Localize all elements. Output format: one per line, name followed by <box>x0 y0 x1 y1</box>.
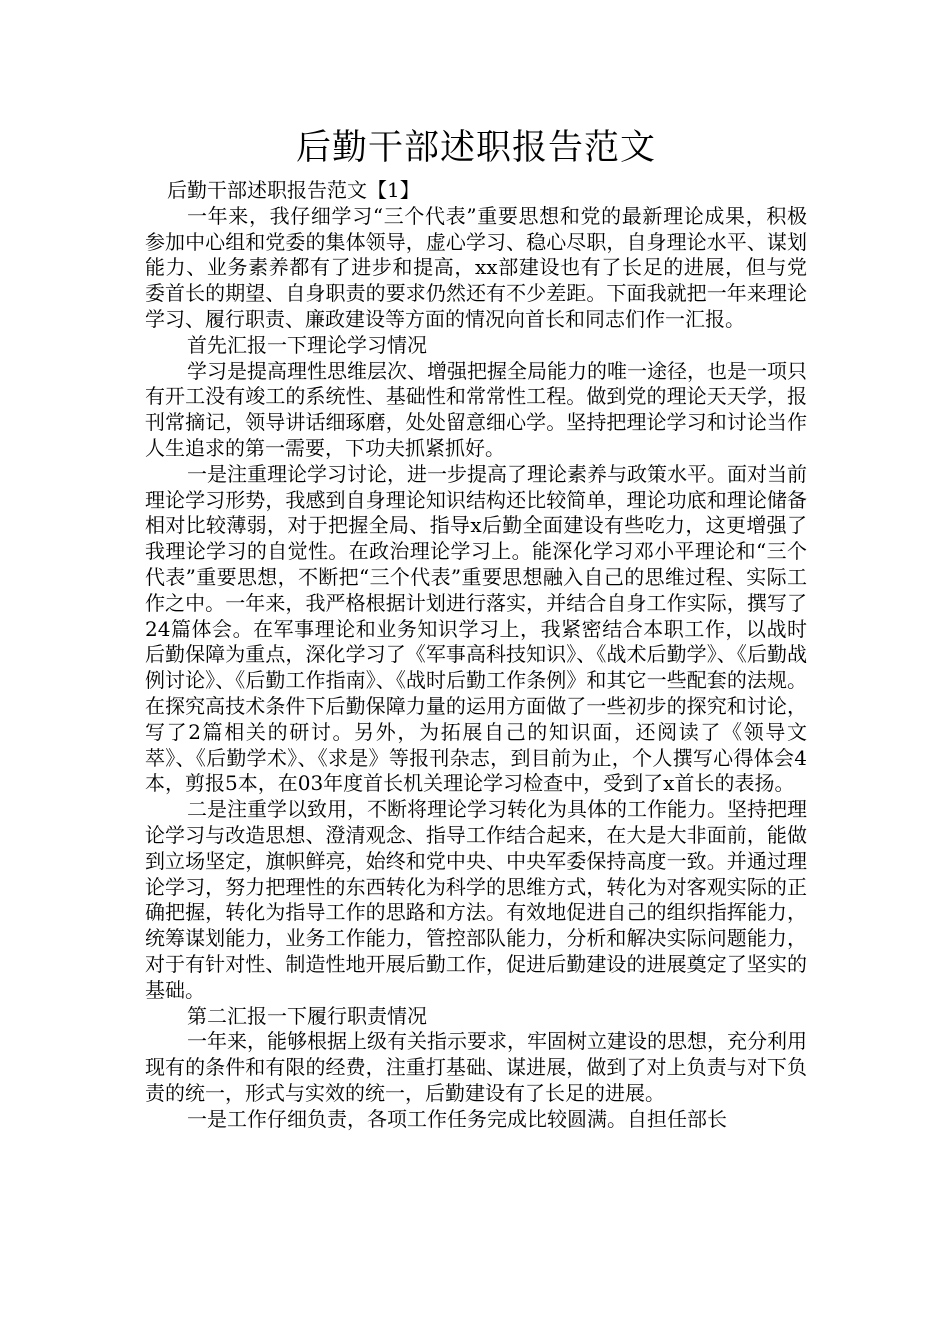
paragraph-duties-point-one: 一是工作仔细负责，各项工作任务完成比较圆满。自担任部长 <box>187 1106 727 1131</box>
document-title: 后勤干部述职报告范文 <box>295 128 656 168</box>
paragraph-intro: 一年来，我仔细学习“三个代表”重要思想和党的最新理论成果，积极参加中心组和党委的集体领导，虚心学习、稳心尽职，自身理论水平、谋划能力、业务素养都有了进步和提高，xx部建设也有了长足的进展，但与党委首长的期望、自身职责的要求仍然还有不少差距。下面我就把一年来理论学习、履行职责、廉政建设等方面的情况向首长和同志们作一汇报。 <box>145 203 807 331</box>
section-heading-duties: 第二汇报一下履行职责情况 <box>187 1003 427 1028</box>
paragraph-point-two: 二是注重学以致用，不断将理论学习转化为具体的工作能力。坚持把理论学习与改造思想、澄清观念、指导工作结合起来，在大是大非面前，能做到立场坚定，旗帜鲜亮，始终和党中央、中央军委保持高度一致。并通过理论学习，努力把理性的东西转化为科学的思维方式，转化为对客观实际的正确把握，转化为指导工作的思路和方法。有效地促进自己的组织指挥能力，统筹谋划能力，业务工作能力，管控部队能力，分析和解决实际问题能力，对于有针对性、制造性地开展后勤工作，促进后勤建设的进展奠定了坚实的基础。 <box>145 797 807 1002</box>
document-page <box>145 118 807 1132</box>
paragraph-study-importance: 学习是提高理性思维层次、增强把握全局能力的唯一途径，也是一项只有开工没有竣工的系统性、基础性和常常性工程。做到党的理论天天学，报刊常摘记，领导讲话细琢磨，处处留意细心学。坚持把理论学习和讨论当作人生追求的第一需要，下功夫抓紧抓好。 <box>145 358 807 460</box>
document-subtitle: 后勤干部述职报告范文【1】 <box>167 178 420 202</box>
section-heading-theory-study: 首先汇报一下理论学习情况 <box>187 332 427 357</box>
paragraph-point-one: 一是注重理论学习讨论，进一步提高了理论素养与政策水平。面对当前理论学习形势，我感到自身理论知识结构还比较简单，理论功底和理论储备相对比较薄弱，对于把握全局、指导x后勤全面建设有些吃力，这更增强了我理论学习的自觉性。在政治理论学习上。能深化学习邓小平理论和“三个代表”重要思想，不断把“三个代表”重要思想融入自己的思维过程、实际工作之中。一年来，我严格根据计划进行落实，并结合自身工作实际，撰写了24篇体会。在军事理论和业务知识学习上，我紧密结合本职工作，以战时后勤保障为重点，深化学习了《军事高科技知识》、《战术后勤学》、《后勤战例讨论》、《后勤工作指南》、《战时后勤工作条例》和其它一些配套的法规。在探究高技术条件下后勤保障力量的运用方面做了一些初步的探究和讨论，写了2篇相关的研讨。另外，为拓展自己的知识面，还阅读了《领导文萃》、《后勤学术》、《求是》等报刊杂志，到目前为止，个人撰写心得体会4本，剪报5本，在03年度首长机关理论学习检查中，受到了x首长的表扬。 <box>145 461 807 796</box>
paragraph-duties-summary: 一年来，能够根据上级有关指示要求，牢固树立建设的思想，充分利用现有的条件和有限的经费，注重打基础、谋进展，做到了对上负责与对下负责的统一，形式与实效的统一，后勤建设有了长足的进展。 <box>145 1029 807 1105</box>
